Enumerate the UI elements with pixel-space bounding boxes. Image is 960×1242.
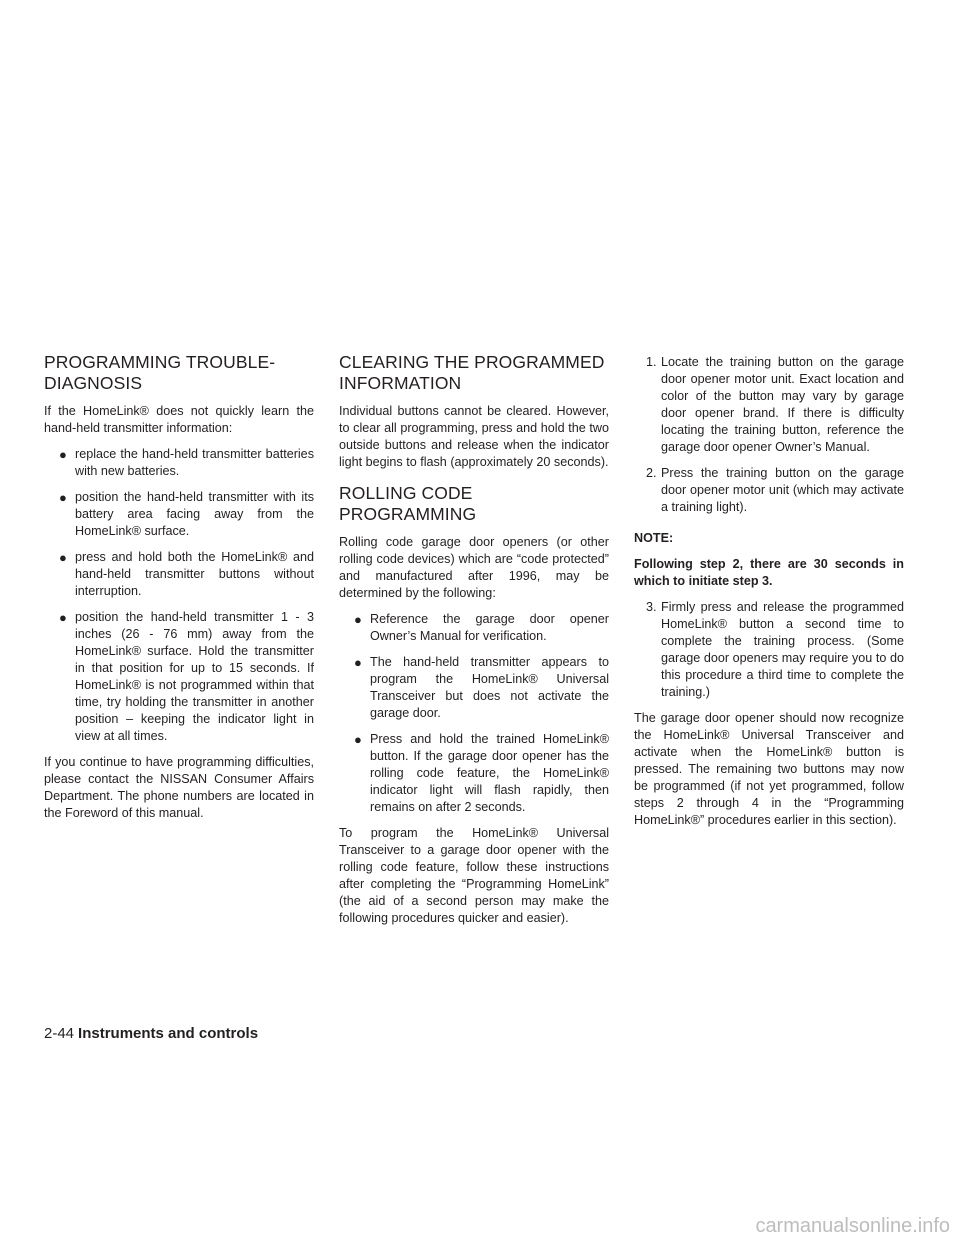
closing-paragraph: If you continue to have programming difficulties, please contact the NISSAN Consumer Affairs Department. The phone numbers are located in the Foreword of this manual. [44, 755, 314, 820]
list-item: ● replace the hand-held transmitter batteries with new batteries. [59, 447, 314, 478]
list-item: ● Reference the garage door opener Owner’s Manual for verification. [354, 612, 609, 643]
step-item: 3. Firmly press and release the programmed HomeLink® button a second time to complete the training process. (Some garage door openers may require you to do this procedure a third time to complete the training.) [646, 600, 904, 699]
note-label: NOTE: [634, 531, 674, 545]
program-instructions-paragraph: To program the HomeLink® Universal Transceiver to a garage door opener with the rolling code feature, follow these instructions after completing the “Programming HomeLink” (the aid of a second person may make the following procedures quicker and easier). [339, 826, 609, 925]
list-item: ● The hand-held transmitter appears to program the HomeLink® Universal Transceiver but does not activate the garage door. [354, 655, 609, 720]
column-left [44, 352, 314, 831]
step-item: 1. Locate the training button on the garage door opener motor unit. Exact location and color of the button may vary by garage door opener brand. If there is difficulty locating the training button, reference the garage door opener Owner’s Manual. [646, 355, 904, 454]
column-right [634, 354, 904, 838]
note-text: Following step 2, there are 30 seconds in which to initiate step 3. [634, 557, 904, 588]
step-item: 2. Press the training button on the garage door opener motor unit (which may activate a training light). [646, 466, 904, 514]
bullet-icon: ● [59, 447, 67, 462]
bullet-icon: ● [354, 655, 362, 670]
column-middle [339, 352, 609, 936]
bullet-icon: ● [354, 732, 362, 747]
rolling-code-paragraph: Rolling code garage door openers (or other rolling code devices) which are “code protected” and manufactured after 1996, may be determined by the following: [339, 535, 609, 600]
clearing-paragraph: Individual buttons cannot be cleared. However, to clear all programming, press and hold the two outside buttons and release when the indicator light begins to flash (approximately 20 seconds). [339, 404, 609, 469]
list-item: ● position the hand-held transmitter 1 - 3 inches (26 - 76 mm) away from the HomeLink® surface. Hold the transmitter in that position for up to 15 seconds. If HomeLink® is not programmed within that time, try holding the transmitter in another position – keeping the indicator light in view at all times. [59, 610, 314, 743]
rolling-code-list [339, 611, 609, 816]
page-number: 2-44 [44, 1025, 75, 1042]
closing-paragraph: The garage door opener should now recognize the HomeLink® Universal Transceiver and activate when the HomeLink® button is pressed. The remaining two buttons may now be programmed (if not yet programmed, follow steps 2 through 4 in the “Programming HomeLink®” procedures earlier in this section). [634, 711, 904, 827]
section-heading-troubleshooting: PROGRAMMING TROUBLE- DIAGNOSIS [44, 352, 276, 393]
bullet-icon: ● [59, 490, 67, 505]
list-item: ● Press and hold the trained HomeLink® button. If the garage door opener has the rolling code feature, the HomeLink® indicator light will flash rapidly, then remains on after 2 seconds. [354, 732, 609, 814]
section-heading-clearing: CLEARING THE PROGRAMMED INFORMATION [339, 352, 605, 393]
bullet-icon: ● [59, 610, 67, 625]
watermark: carmanualsonline.info [755, 1215, 950, 1237]
section-heading-rolling-code: ROLLING CODE PROGRAMMING [339, 483, 477, 524]
list-item: ● position the hand-held transmitter with its battery area facing away from the HomeLink® surface. [59, 490, 314, 538]
steps-list-continued [634, 599, 904, 701]
steps-list [634, 354, 904, 516]
bullet-icon: ● [59, 550, 67, 565]
chapter-title: Instruments and controls [78, 1025, 259, 1042]
list-item: ● press and hold both the HomeLink® and hand-held transmitter buttons without interruption. [59, 550, 314, 598]
page-footer [44, 1025, 258, 1042]
troubleshooting-list [44, 446, 314, 745]
intro-paragraph: If the HomeLink® does not quickly learn the hand-held transmitter information: [44, 404, 314, 435]
bullet-icon: ● [354, 612, 362, 627]
